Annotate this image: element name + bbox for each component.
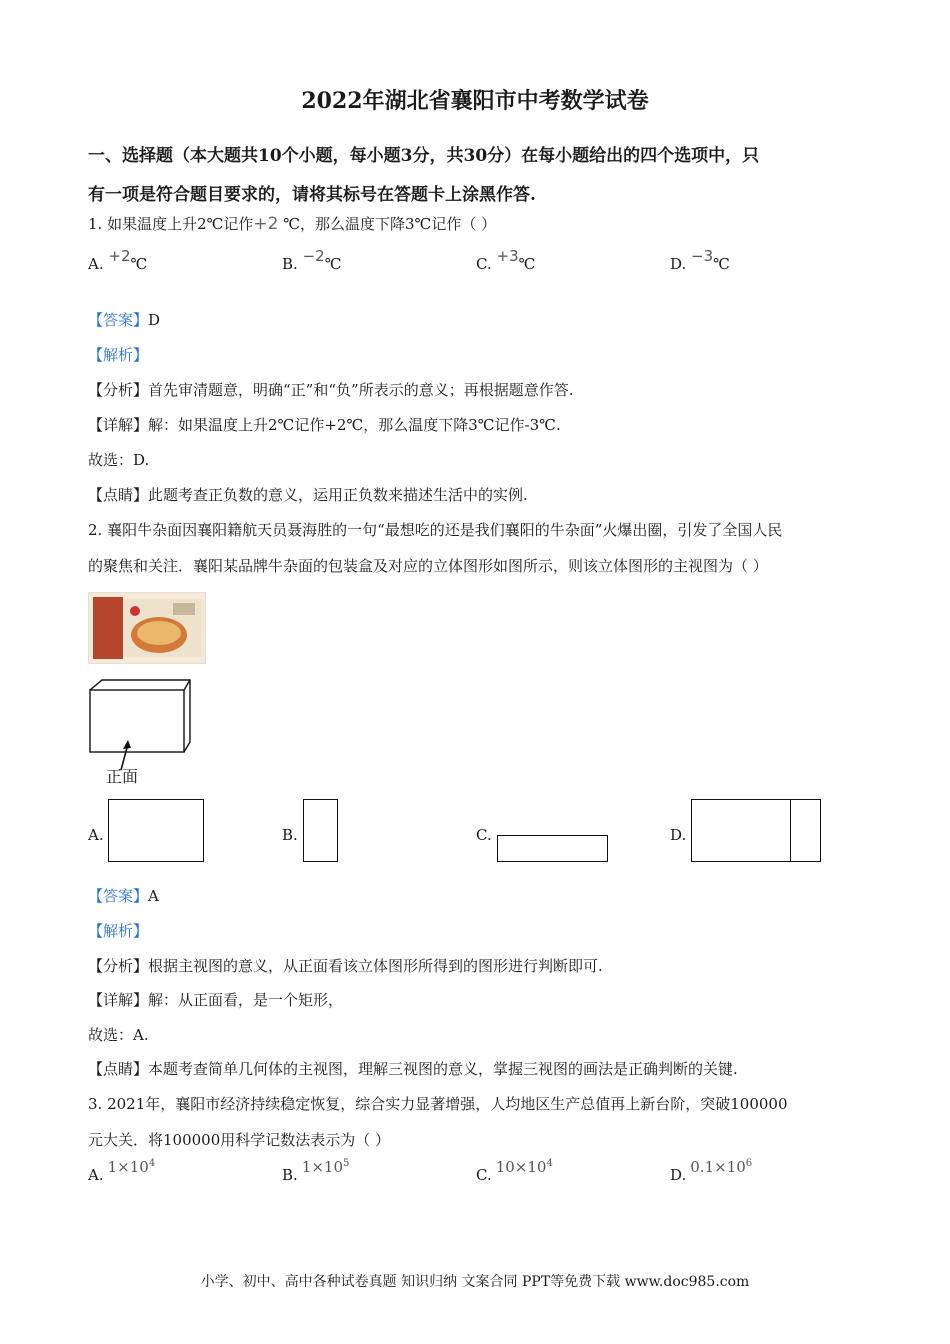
- q2-option-c-shape[interactable]: [497, 835, 608, 862]
- q3-option-d[interactable]: D. $0.1\times 10^6$: [670, 1158, 753, 1184]
- q2-option-d-divider: [790, 799, 791, 862]
- q1-xiangjie: 【详解】解：如果温度上升2℃记作+2℃，那么温度下降3℃记作-3℃.: [88, 416, 561, 434]
- q1-option-a[interactable]: A. +2℃: [88, 247, 148, 273]
- q2-option-d[interactable]: D.: [670, 826, 687, 844]
- page-footer: 小学、初中、高中各种试卷真题 知识归纳 文案合同 PPT等免费下载 www.doc985.com: [200, 1274, 750, 1290]
- q2-stem-line1: 2. 襄阳牛杂面因襄阳籍航天员聂海胜的一句“最想吃的还是我们襄阳的牛杂面”火爆出圈，引发了全国人民: [88, 521, 783, 539]
- q1-option-d[interactable]: D. −3℃: [670, 247, 730, 273]
- q2-dianjing: 【点睛】本题考查简单几何体的主视图，理解三视图的意义，掌握三视图的画法是正确判断的关键.: [88, 1060, 738, 1078]
- q1-stem: 1. 如果温度上升2℃记作+2 ℃，那么温度下降3℃记作（ ）: [88, 214, 497, 234]
- q2-xiangjie: 【详解】解：从正面看，是一个矩形，: [88, 991, 344, 1009]
- q2-answer: 【答案】A: [88, 887, 159, 905]
- cuboid-figure: [86, 676, 196, 788]
- q3-option-c[interactable]: C. $10\times 10^4$: [476, 1158, 553, 1184]
- q3-stem-line1: 3. 2021年，襄阳市经济持续稳定恢复，综合实力显著增强，人均地区生产总值再上新台阶，突破100000: [88, 1095, 788, 1113]
- q3-option-a[interactable]: A. $1\times 10^4$: [88, 1158, 156, 1184]
- q1-answer: 【答案】D: [88, 311, 161, 329]
- section-heading-line1: 一、选择题（本大题共10个小题，每小题3分，共30分）在每小题给出的四个选项中，只: [88, 146, 760, 166]
- q1-option-b[interactable]: B. −2℃: [282, 247, 342, 273]
- q2-stem-line2: 的聚焦和关注．襄阳某品牌牛杂面的包装盒及对应的立体图形如图所示，则该立体图形的主视图为（ ）: [88, 557, 768, 575]
- q2-option-a[interactable]: A.: [88, 826, 104, 844]
- q3-stem-line2: 元大关．将100000用科学记数法表示为（ ）: [88, 1131, 391, 1149]
- q1-option-c[interactable]: C. +3℃: [476, 247, 536, 273]
- q1-analysis-tag: 【解析】: [88, 346, 149, 364]
- q2-option-b-shape[interactable]: [303, 799, 338, 862]
- q2-option-a-shape[interactable]: [108, 799, 204, 862]
- front-label: 正面: [106, 767, 139, 786]
- q2-option-d-shape[interactable]: [691, 799, 821, 862]
- document-title: 2022年湖北省襄阳市中考数学试卷: [301, 88, 649, 114]
- q2-fenxi: 【分析】根据主视图的意义，从正面看该立体图形所得到的图形进行判断即可.: [88, 957, 603, 975]
- q3-option-b[interactable]: B. $1\times 10^5$: [282, 1158, 350, 1184]
- q1-guxuan: 故选：D.: [88, 451, 150, 469]
- q2-option-c[interactable]: C.: [476, 826, 492, 844]
- q2-analysis-tag: 【解析】: [88, 922, 149, 940]
- section-heading-line2: 有一项是符合题目要求的，请将其标号在答题卡上涂黑作答.: [88, 185, 536, 205]
- q2-option-b[interactable]: B.: [282, 826, 298, 844]
- q2-guxuan: 故选：A.: [88, 1026, 149, 1044]
- product-package-image: [88, 592, 206, 664]
- q1-fenxi: 【分析】首先审清题意，明确“正”和“负”所表示的意义；再根据题意作答.: [88, 381, 574, 399]
- q1-dianjing: 【点睛】此题考查正负数的意义，运用正负数来描述生活中的实例.: [88, 486, 528, 504]
